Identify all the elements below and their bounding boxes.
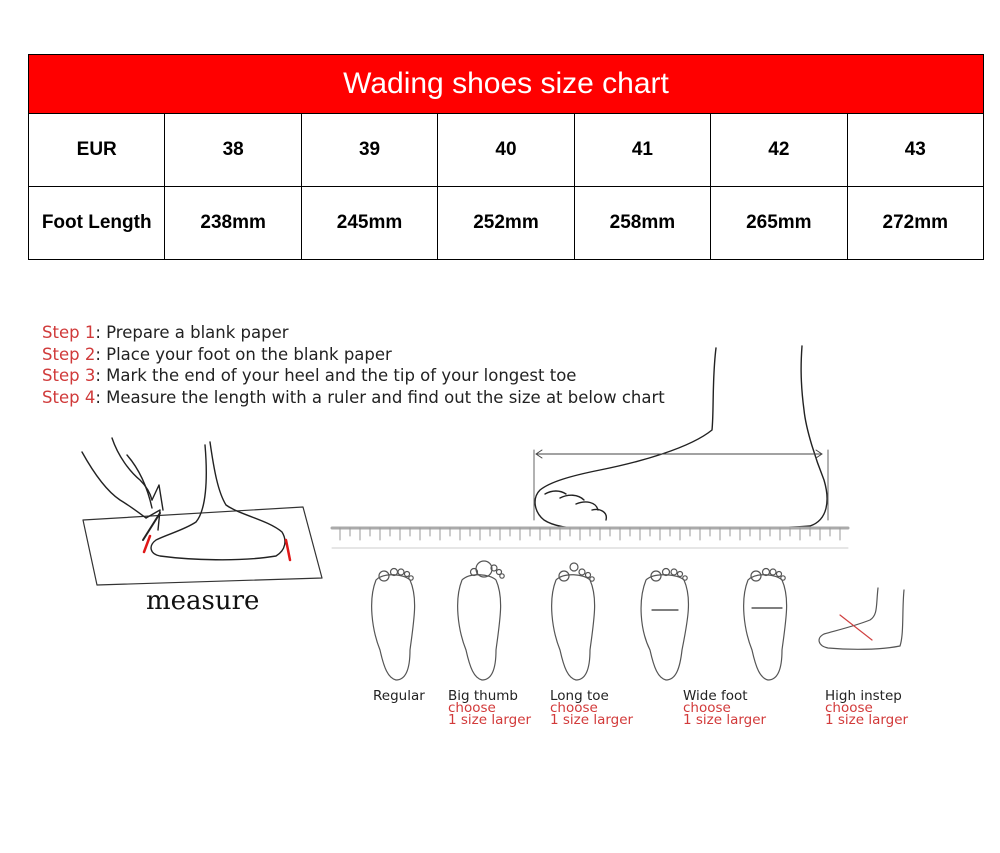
foot-type-caption-wide-foot: [683, 690, 766, 726]
eur-size: 39: [301, 114, 437, 187]
step-text: : Place your foot on the blank paper: [95, 344, 392, 364]
foot-type-name: Big thumb: [448, 688, 518, 704]
foot-type-advice-size: 1 size larger: [448, 712, 532, 728]
high-instep-foot-outline: [744, 569, 787, 681]
foot-type-name: Long toe: [550, 688, 609, 704]
foot-length-value: 252mm: [438, 187, 574, 260]
side-view-foot-drawing: [534, 346, 828, 529]
step-text: : Mark the end of your heel and the tip of your longest toe: [95, 366, 577, 385]
step-label: Step 1: [42, 323, 96, 342]
long-toe-foot-outline: [552, 563, 595, 680]
foot-length-value: 265mm: [711, 187, 847, 260]
foot-type-name: Regular: [373, 688, 425, 704]
step-label: Step 4: [42, 387, 96, 407]
eur-size: 41: [574, 114, 710, 187]
eur-size: 40: [438, 114, 574, 187]
foot-length-value: 272mm: [847, 187, 983, 260]
foot-length-value: 258mm: [574, 187, 710, 260]
wide-foot-outline: [641, 569, 688, 681]
foot-type-advice-choose: choose: [683, 700, 731, 716]
ruler-drawing: [332, 528, 848, 548]
measuring-hand-drawing: [82, 438, 322, 585]
foot-type-advice-size: 1 size larger: [550, 712, 634, 728]
measure-label: measure: [146, 586, 260, 616]
foot-type-caption-big-thumb: [448, 690, 531, 726]
eur-size: 38: [165, 114, 301, 187]
foot-type-advice-choose: choose: [825, 700, 873, 716]
eur-size: 43: [847, 114, 983, 187]
foot-type-caption-regular: [373, 690, 425, 702]
big-thumb-foot-outline: [458, 561, 505, 680]
step-text: : Measure the length with a ruler and find out the size at below chart: [95, 387, 665, 407]
foot-type-advice-choose: choose: [550, 700, 598, 716]
eur-size: 42: [711, 114, 847, 187]
foot-type-name: High instep: [825, 688, 902, 704]
foot-type-caption-long-toe: [550, 690, 633, 726]
regular-foot-outline: [372, 569, 415, 681]
step-label: Step 3: [42, 366, 96, 385]
high-instep-side-outline: [819, 588, 904, 649]
foot-type-caption-high-instep: [825, 690, 908, 726]
foot-type-advice-size: 1 size larger: [683, 712, 767, 728]
eur-label: EUR: [29, 114, 165, 187]
size-chart-title: Wading shoes size chart: [29, 55, 984, 114]
foot-length-value: 245mm: [301, 187, 437, 260]
step-label: Step 2: [42, 344, 96, 364]
foot-length-value: 238mm: [165, 187, 301, 260]
foot-length-label: Foot Length: [29, 187, 165, 260]
foot-type-advice-size: 1 size larger: [825, 712, 909, 728]
foot-type-advice-choose: choose: [448, 700, 496, 716]
step-text: : Prepare a blank paper: [95, 323, 289, 342]
foot-type-name: Wide foot: [683, 688, 748, 704]
